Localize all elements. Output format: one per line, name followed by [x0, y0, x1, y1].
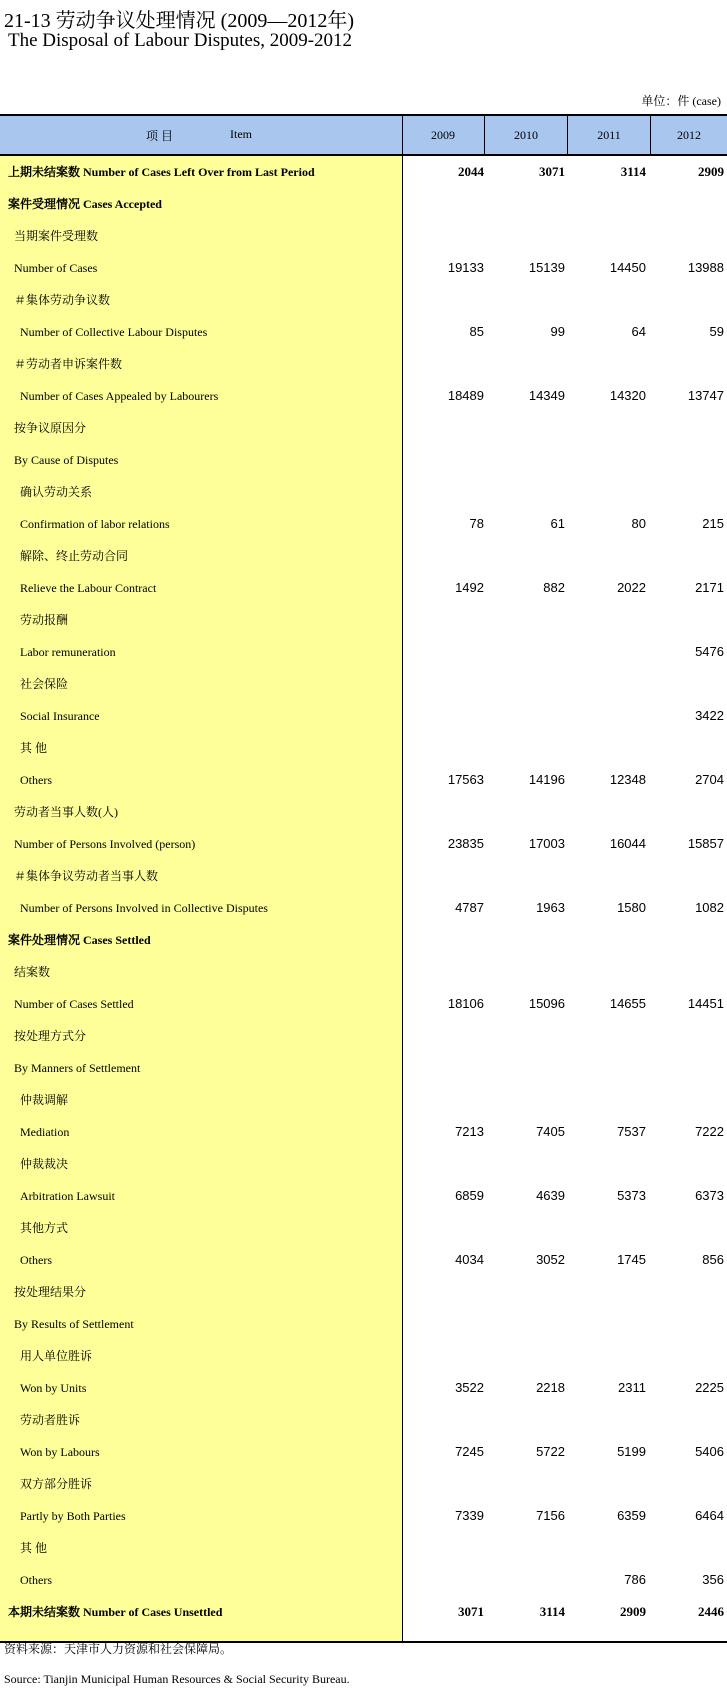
table-row: [0, 1500, 727, 1532]
row-label: Mediation: [20, 1125, 70, 1139]
table-row: [0, 1020, 727, 1052]
row-value-2011: 16044: [609, 836, 646, 851]
row-label: 其他方式: [20, 1221, 69, 1235]
row-value-2009: 17563: [447, 772, 484, 787]
table-row: [0, 1468, 727, 1500]
row-value-2011: 80: [631, 516, 646, 531]
row-label: Labor remuneration: [20, 645, 116, 659]
table-row: [0, 860, 727, 892]
row-value-2009: 18489: [447, 388, 484, 403]
row-value-2010: 15139: [528, 260, 565, 275]
row-value-2012: 2704: [695, 772, 724, 787]
source-note-en: Source: Tianjin Municipal Human Resources & Social Security Bureau.: [4, 1672, 350, 1686]
row-value-2009: 7213: [455, 1124, 484, 1139]
header-item-cn: 项 目: [146, 129, 174, 143]
row-value-2012: 59: [709, 324, 724, 339]
table-row: [0, 956, 727, 988]
row-value-2009: 18106: [447, 996, 484, 1011]
row-label: 社会保险: [20, 677, 69, 691]
row-label: Others: [20, 1253, 52, 1267]
row-label: 当期案件受理数: [14, 229, 99, 243]
row-label: ＃集体争议劳动者当事人数: [14, 869, 159, 883]
table-row: [0, 1212, 727, 1244]
row-label: 案件受理情况 Cases Accepted: [8, 197, 162, 211]
row-value-2010: 14196: [528, 772, 565, 787]
row-value-2011: 1580: [617, 900, 646, 915]
table-row: [0, 988, 727, 1020]
row-value-2011: 3114: [620, 164, 646, 179]
row-label: Number of Cases Appealed by Labourers: [20, 389, 219, 403]
row-label: 按处理结果分: [14, 1285, 87, 1299]
row-value-2009: 78: [469, 516, 484, 531]
row-value-2012: 215: [702, 516, 724, 531]
row-label: 确认劳动关系: [20, 485, 93, 499]
row-value-2010: 17003: [528, 836, 565, 851]
row-label: Partly by Both Parties: [20, 1509, 126, 1523]
table-row: [0, 412, 727, 444]
row-label: Confirmation of labor relations: [20, 517, 170, 531]
row-value-2009: 1492: [455, 580, 484, 595]
row-label: By Results of Settlement: [14, 1317, 134, 1331]
row-value-2011: 5373: [617, 1188, 646, 1203]
table-title-en: The Disposal of Labour Disputes, 2009-2012: [8, 30, 353, 51]
row-value-2010: 61: [550, 516, 565, 531]
row-value-2010: 4639: [536, 1188, 565, 1203]
row-label: 劳动者当事人数(人): [14, 805, 118, 819]
row-value-2009: 7245: [455, 1444, 484, 1459]
row-label: 仲裁裁决: [20, 1157, 69, 1171]
header-year-2009: 2009: [402, 116, 485, 154]
table-header: [0, 114, 727, 156]
table-row: [0, 796, 727, 828]
table-row: [0, 764, 727, 796]
row-value-2010: 7405: [536, 1124, 565, 1139]
row-value-2009: 4034: [455, 1252, 484, 1267]
row-label: 本期未结案数 Number of Cases Unsettled: [8, 1605, 223, 1619]
row-value-2010: 3071: [539, 164, 565, 179]
row-value-2011: 6359: [617, 1508, 646, 1523]
row-value-2009: 2044: [458, 164, 484, 179]
row-label: 上期未结案数 Number of Cases Left Over from Last Period: [8, 165, 315, 179]
row-label: Number of Collective Labour Disputes: [20, 325, 208, 339]
table-row: [0, 316, 727, 348]
row-value-2012: 5406: [695, 1444, 724, 1459]
row-label: 结案数: [14, 965, 51, 979]
row-value-2009: 3071: [458, 1604, 484, 1619]
row-value-2011: 5199: [617, 1444, 646, 1459]
row-label: 用人单位胜诉: [20, 1349, 93, 1363]
table-row: [0, 1532, 727, 1564]
table-row: [0, 604, 727, 636]
table-row: [0, 1308, 727, 1340]
table-row: [0, 188, 727, 220]
table-row: [0, 828, 727, 860]
table-title-cn: 21-13 劳动争议处理情况 (2009—2012年): [4, 10, 354, 32]
row-label: 其 他: [20, 741, 48, 755]
row-label: 双方部分胜诉: [20, 1477, 93, 1491]
row-label: ＃集体劳动争议数: [14, 293, 111, 307]
row-value-2010: 2218: [536, 1380, 565, 1395]
row-value-2012: 2171: [695, 580, 724, 595]
row-value-2010: 14349: [528, 388, 565, 403]
header-year-2010: 2010: [485, 116, 568, 154]
row-value-2012: 15857: [687, 836, 724, 851]
row-label: Others: [20, 1573, 52, 1587]
row-label: Relieve the Labour Contract: [20, 581, 157, 595]
row-label: By Manners of Settlement: [14, 1061, 141, 1075]
row-value-2012: 13747: [687, 388, 724, 403]
table-row: [0, 252, 727, 284]
row-value-2010: 882: [543, 580, 565, 595]
row-value-2009: 3522: [455, 1380, 484, 1395]
row-value-2009: 23835: [447, 836, 484, 851]
table-row: [0, 1276, 727, 1308]
row-value-2012: 6464: [695, 1508, 724, 1523]
row-value-2010: 15096: [528, 996, 565, 1011]
table-row: [0, 1436, 727, 1468]
row-value-2011: 64: [631, 324, 646, 339]
row-value-2011: 7537: [617, 1124, 646, 1139]
table-row: [0, 636, 727, 668]
row-value-2012: 6373: [695, 1188, 724, 1203]
table-row: [0, 1084, 727, 1116]
row-label: Social Insurance: [20, 709, 100, 723]
unit-label: 单位：件 (case): [641, 94, 721, 108]
row-value-2010: 3052: [536, 1252, 565, 1267]
row-value-2012: 2446: [698, 1604, 724, 1619]
row-value-2012: 5476: [695, 644, 724, 659]
row-label: Number of Cases: [14, 261, 98, 275]
row-value-2011: 12348: [609, 772, 646, 787]
table-row: [0, 1052, 727, 1084]
row-value-2012: 356: [702, 1572, 724, 1587]
row-label: By Cause of Disputes: [14, 453, 119, 467]
table-body: [0, 156, 727, 1643]
row-value-2010: 5722: [536, 1444, 565, 1459]
table-row: [0, 220, 727, 252]
row-label: Number of Persons Involved (person): [14, 837, 196, 851]
table-row: [0, 476, 727, 508]
table-row: [0, 1596, 727, 1628]
row-value-2012: 13988: [687, 260, 724, 275]
table-row: [0, 1372, 727, 1404]
row-value-2011: 14450: [609, 260, 646, 275]
table-row: [0, 444, 727, 476]
row-label: 解除、终止劳动合同: [20, 549, 129, 563]
row-value-2010: 7156: [536, 1508, 565, 1523]
row-value-2010: 99: [550, 324, 565, 339]
row-label: 劳动报酬: [20, 613, 69, 627]
row-label: Number of Persons Involved in Collective Disputes: [20, 901, 268, 915]
row-value-2009: 19133: [447, 260, 484, 275]
row-value-2009: 7339: [455, 1508, 484, 1523]
table-row: [0, 572, 727, 604]
row-label: Won by Labours: [20, 1445, 100, 1459]
row-label: Arbitration Lawsuit: [20, 1189, 115, 1203]
table-row: [0, 668, 727, 700]
row-value-2012: 2225: [695, 1380, 724, 1395]
row-label: Won by Units: [20, 1381, 87, 1395]
header-year-2011: 2011: [568, 116, 651, 154]
row-value-2010: 1963: [536, 900, 565, 915]
row-value-2011: 14320: [609, 388, 646, 403]
row-value-2011: 786: [624, 1572, 646, 1587]
row-label: Others: [20, 773, 52, 787]
row-label: 按争议原因分: [14, 421, 87, 435]
row-value-2009: 4787: [455, 900, 484, 915]
row-value-2011: 14655: [609, 996, 646, 1011]
row-label: 案件处理情况 Cases Settled: [8, 933, 151, 947]
table-row: [0, 348, 727, 380]
row-label: 按处理方式分: [14, 1029, 87, 1043]
row-value-2011: 2022: [617, 580, 646, 595]
table-row: [0, 540, 727, 572]
row-value-2012: 2909: [698, 164, 724, 179]
row-value-2012: 7222: [695, 1124, 724, 1139]
table-row: [0, 380, 727, 412]
row-value-2011: 2909: [620, 1604, 646, 1619]
row-value-2012: 3422: [695, 708, 724, 723]
data-table: [0, 114, 727, 1643]
table-row: [0, 1180, 727, 1212]
table-row: [0, 508, 727, 540]
table-row: [0, 1148, 727, 1180]
row-label: 仲裁调解: [20, 1093, 69, 1107]
header-year-2012: 2012: [677, 128, 701, 142]
row-value-2012: 1082: [695, 900, 724, 915]
row-value-2012: 14451: [687, 996, 724, 1011]
source-note-cn: 资料来源：天津市人力资源和社会保障局。: [4, 1642, 233, 1656]
table-row: [0, 1564, 727, 1596]
table-row: [0, 1340, 727, 1372]
table-row: [0, 1116, 727, 1148]
row-value-2009: 85: [469, 324, 484, 339]
header-item-en: Item: [230, 127, 252, 141]
table-row: [0, 700, 727, 732]
table-row: [0, 1404, 727, 1436]
row-value-2011: 1745: [617, 1252, 646, 1267]
table-row: [0, 1244, 727, 1276]
table-row: [0, 924, 727, 956]
table-row: [0, 284, 727, 316]
row-value-2012: 856: [702, 1252, 724, 1267]
table-row: [0, 892, 727, 924]
table-row: [0, 732, 727, 764]
row-label: Number of Cases Settled: [14, 997, 134, 1011]
row-value-2009: 6859: [455, 1188, 484, 1203]
row-value-2010: 3114: [539, 1604, 565, 1619]
row-value-2011: 2311: [618, 1380, 646, 1395]
row-label: ＃劳动者申诉案件数: [14, 357, 123, 371]
row-label: 劳动者胜诉: [20, 1413, 81, 1427]
table-row: [0, 156, 727, 188]
header-item-cell: [0, 116, 403, 154]
row-label: 其 他: [20, 1541, 48, 1555]
